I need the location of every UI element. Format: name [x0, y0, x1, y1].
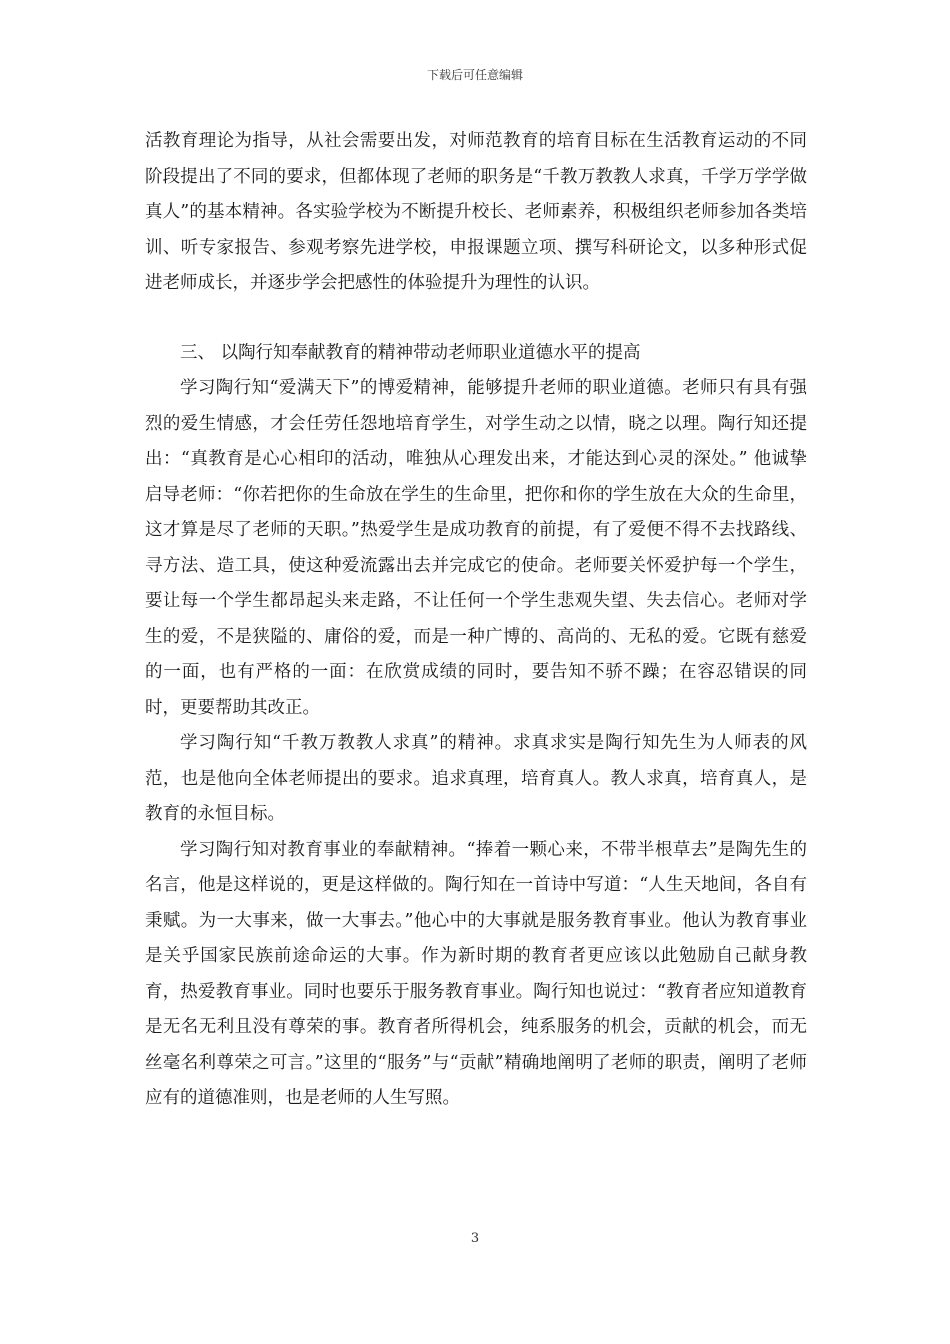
- paragraph-love: 学习陶行知“爱满天下”的博爱精神，能够提升老师的职业道德。老师只有具有强烈的爱生情感，才会任劳任怨地培育学生，对学生动之以情，晓之以理。陶行知还提出：“真教育是心心相印的活动，唯独从心理发出来，才能达到心灵的深处。” 他诚挚启导老师：“你若把你的生命放在学生的生命里，把你和你的学生放在大众的生命里，这才算是尽了老师的天职。”热爱学生是成功教育的前提，有了爱便不得不去找路线、寻方法、造工具，使这种爱流露出去并完成它的使命。老师要关怀爱护每一个学生，要让每一个学生都昂起头来走路，不让任何一个学生悲观失望、失去信心。老师对学生的爱，不是狭隘的、庸俗的爱，而是一种广博的、高尚的、无私的爱。它既有慈爱的一面，也有严格的一面：在欣赏成绩的同时，要告知不骄不躁；在容忍错误的同时，更要帮助其改正。: [145, 378, 807, 718]
- section-heading: 三、 以陶行知奉献教育的精神带动老师职业道德水平的提高: [180, 342, 641, 363]
- paragraph-continuation: 活教育理论为指导，从社会需要出发，对师范教育的培育目标在生活教育运动的不同阶段提出了不同的要求，但都体现了老师的职务是“千教万教教人求真，千学万学学做真人”的基本精神。各实验学校为不断提升校长、老师素养，积极组织老师参加各类培训、听专家报告、参观考察先进学校，申报课题立项、撰写科研论文，以多种形式促进老师成长，并逐步学会把感性的体验提升为理性的认识。: [145, 131, 807, 293]
- document-body: [145, 124, 807, 1117]
- paragraph-dedication: 学习陶行知对教育事业的奉献精神。“捧着一颗心来，不带半根草去”是陶先生的名言，他是这样说的，更是这样做的。陶行知在一首诗中写道：“人生天地间，各自有秉赋。为一大事来，做一大事去。”他心中的大事就是服务教育事业。他认为教育事业是关乎国家民族前途命运的大事。作为新时期的教育者更应该以此勉励自己献身教育，热爱教育事业。同时也要乐于服务教育事业。陶行知也说过：“教育者应知道教育是无名无利且没有尊荣的事。教育者所得机会，纯系服务的机会，贡献的机会，而无丝毫名利尊荣之可言。”这里的“服务”与“贡献”精确地阐明了老师的职责，阐明了老师应有的道德准则，也是老师的人生写照。: [145, 839, 807, 1108]
- page-number: 3: [470, 1231, 480, 1246]
- page-header: 下载后可任意编辑: [426, 68, 523, 82]
- paragraph-truth: 学习陶行知“千教万教教人求真”的精神。求真求实是陶行知先生为人师表的风范，也是他向全体老师提出的要求。追求真理，培育真人。教人求真，培育真人，是教育的永恒目标。: [145, 733, 807, 824]
